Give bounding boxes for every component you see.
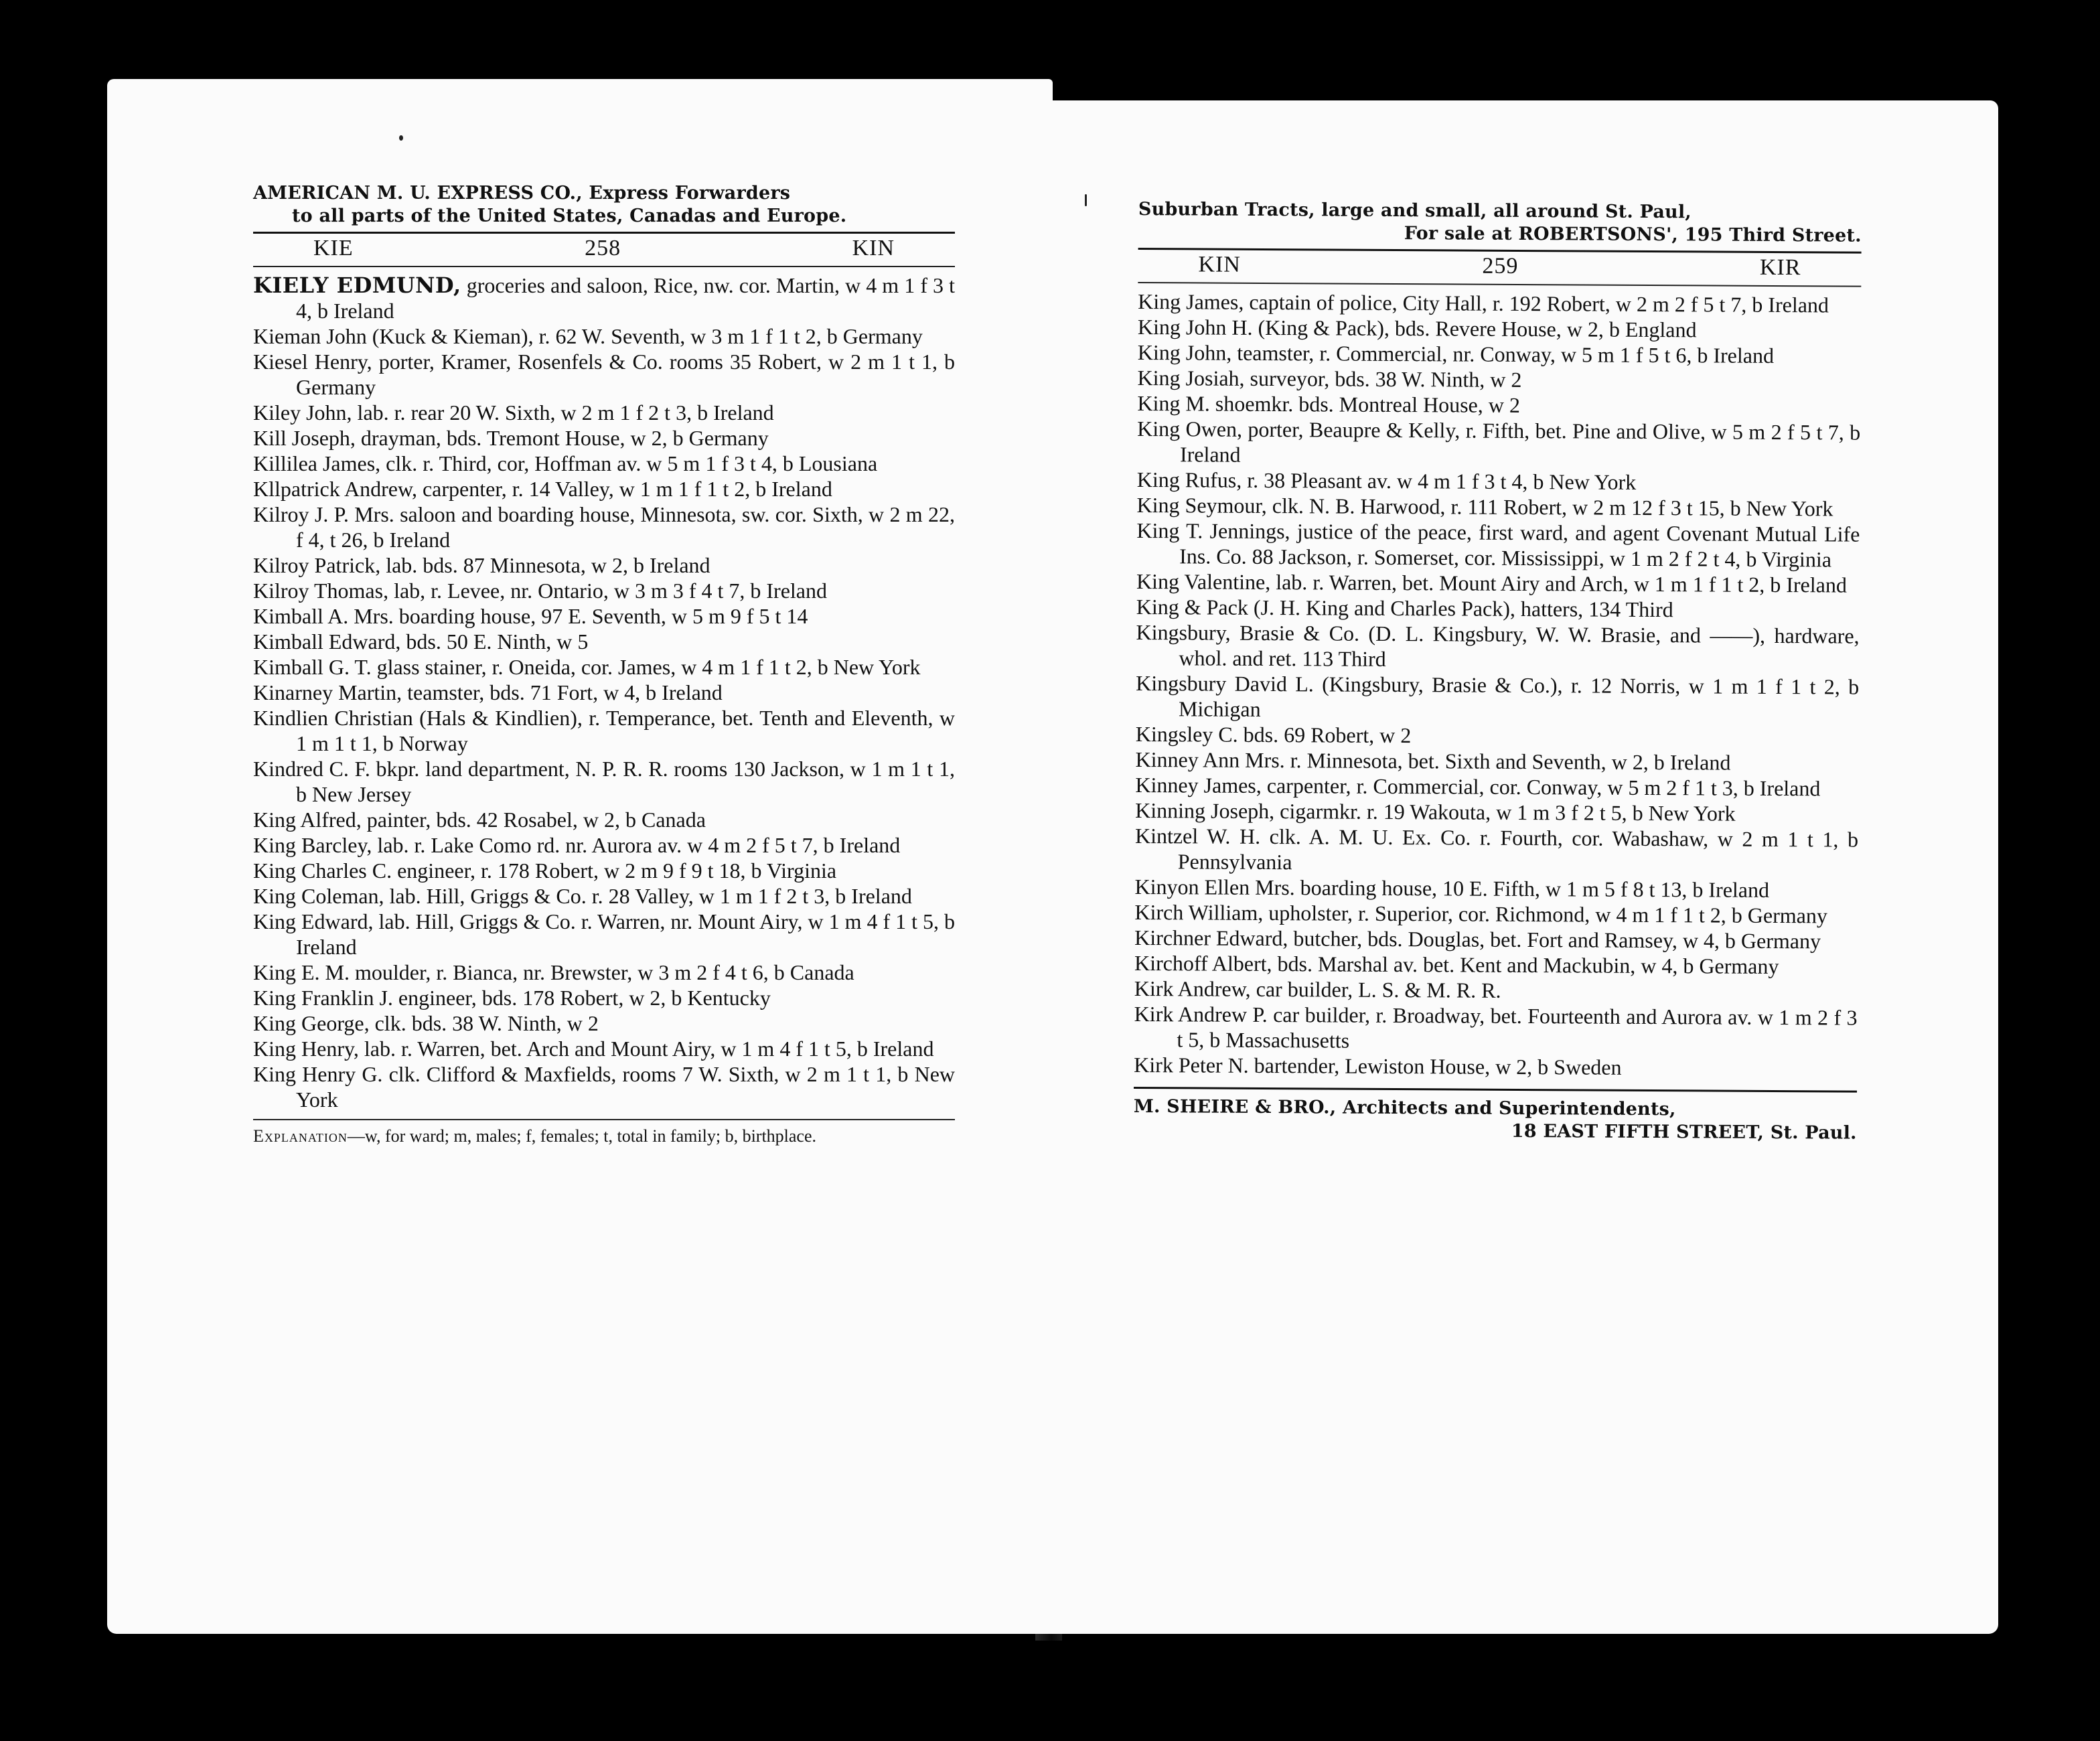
directory-entry: King E. M. moulder, r. Bianca, nr. Brewster, w 3 m 2 f 4 t 6, b Canada — [253, 960, 854, 984]
directory-entry: King & Pack (J. H. King and Charles Pack), hatters, 134 Third — [1136, 594, 1673, 622]
directory-entry: Kingsley C. bds. 69 Robert, w 2 — [1135, 721, 1412, 748]
directory-entry: Kill Joseph, drayman, bds. Tremont House, w 2, b Germany — [253, 426, 769, 450]
header-ad-line-1: Suburban Tracts, large and small, all around St. Paul, — [1138, 199, 1692, 223]
directory-entry: Kinney James, carpenter, r. Commercial, cor. Conway, w 5 m 2 f 1 t 3, b Ireland — [1135, 772, 1821, 801]
directory-entry: Kilroy Thomas, lab, r. Levee, nr. Ontario, w 3 m 3 f 4 t 7, b Ireland — [253, 579, 827, 603]
running-head-left: KIN — [1198, 252, 1242, 277]
directory-entry: Kinney Ann Mrs. r. Minnesota, bet. Sixth and Seventh, w 2, b Ireland — [1135, 747, 1731, 775]
directory-entry: Kirk Andrew P. car builder, r. Broadway, bet. Fourteenth and Aurora av. w 1 m 2 f 3 t 5, b Massachusetts — [1134, 1001, 1858, 1053]
directory-entry: King Henry G. clk. Clifford & Maxfields, rooms 7 W. Sixth, w 2 m 1 t 1, b New York — [253, 1062, 955, 1112]
footer-ad-line-2: 18 EAST FIFTH STREET, St. Paul. — [1511, 1120, 1857, 1144]
directory-entry: Kieman John (Kuck & Kieman), r. 62 W. Seventh, w 3 m 1 f 1 t 2, b Germany — [253, 324, 923, 348]
directory-entry: Kirk Andrew, car builder, L. S. & M. R. R. — [1134, 976, 1501, 1002]
directory-entry: King John, teamster, r. Commercial, nr. Conway, w 5 m 1 f 5 t 6, b Ireland — [1137, 339, 1775, 368]
directory-entry: Kirchner Edward, butcher, bds. Douglas, bet. Fort and Ramsey, w 4, b Germany — [1134, 925, 1821, 954]
directory-entry: Kingsbury, Brasie & Co. (D. L. Kingsbury, W. W. Brasie, and ——), hardware, whol. and ret. 113 Third — [1136, 619, 1860, 671]
header-advertisement — [253, 182, 955, 228]
directory-entry: Kirchoff Albert, bds. Marshal av. bet. Kent and Mackubin, w 4, b Germany — [1134, 950, 1779, 979]
running-head-rule — [253, 266, 955, 267]
directory-entry: Kindlien Christian (Hals & Kindlien), r. Temperance, bet. Tenth and Eleventh, w 1 m 1 t 1, b Norway — [253, 706, 955, 755]
footnote-label: Explanation — [253, 1126, 348, 1146]
directory-entry: Kindred C. F. bkpr. land department, N. P. R. R. rooms 130 Jackson, w 1 m 1 t 1, b New Jersey — [253, 757, 955, 806]
directory-entry: Kilroy Patrick, lab. bds. 87 Minnesota, w 2, b Ireland — [253, 553, 710, 577]
directory-entry: King Franklin J. engineer, bds. 178 Robert, w 2, b Kentucky — [253, 986, 771, 1010]
directory-entry: King Henry, lab. r. Warren, bet. Arch and Mount Airy, w 1 m 4 f 1 t 5, b Ireland — [253, 1037, 934, 1061]
directory-entry: Kirk Peter N. bartender, Lewiston House, w 2, b Sweden — [1134, 1052, 1622, 1079]
directory-entry: Kingsbury David L. (Kingsbury, Brasie & Co.), r. 12 Norris, w 1 m 1 f 1 t 2, b Michigan — [1136, 670, 1860, 721]
directory-entry: Kimball A. Mrs. boarding house, 97 E. Seventh, w 5 m 9 f 5 t 14 — [253, 604, 808, 628]
directory-entry: Kinyon Ellen Mrs. boarding house, 10 E. Fifth, w 1 m 5 f 8 t 13, b Ireland — [1134, 874, 1770, 902]
directory-entry: King T. Jennings, justice of the peace, first ward, and agent Covenant Mutual Life Ins. Co. 88 Jackson, r. Somerset, cor. Mississippi, w 1 m 2 f 2 t 4, b Virginia — [1136, 518, 1860, 572]
directory-entry: King George, clk. bds. 38 W. Ninth, w 2 — [253, 1011, 599, 1035]
directory-entries — [1134, 289, 1861, 1081]
left-page-content — [253, 182, 955, 1147]
page-number: 258 — [585, 236, 621, 260]
directory-entry: Kiesel Henry, porter, Kramer, Rosenfels & Co. rooms 35 Robert, w 2 m 1 t 1, b Germany — [253, 350, 955, 399]
running-head-left: KIE — [313, 236, 354, 260]
directory-entry: King Josiah, surveyor, bds. 38 W. Ninth, w 2 — [1137, 365, 1522, 392]
directory-entry: King Charles C. engineer, r. 178 Robert, w 2 m 9 f 9 t 18, b Virginia — [253, 858, 837, 883]
running-head-right: KIR — [1759, 254, 1801, 281]
running-head — [253, 234, 955, 262]
stray-ink-mark — [1085, 194, 1087, 206]
directory-entry: Killilea James, clk. r. Third, cor, Hoffman av. w 5 m 1 f 3 t 4, b Lousiana — [253, 451, 878, 475]
directory-entries — [253, 273, 955, 1112]
stray-ink-mark — [399, 135, 403, 141]
directory-entry: Kimball Edward, bds. 50 E. Ninth, w 5 — [253, 629, 589, 654]
directory-entry — [253, 273, 955, 323]
entry-text: groceries and saloon, Rice, nw. cor. Martin, w 4 m 1 f 3 t 4, b Ireland — [296, 273, 956, 323]
directory-entry: Kllpatrick Andrew, carpenter, r. 14 Valley, w 1 m 1 f 1 t 2, b Ireland — [253, 477, 832, 501]
header-ad-line-2: For sale at ROBERTSONS', 195 Third Street. — [1404, 223, 1862, 246]
directory-entry: King Alfred, painter, bds. 42 Rosabel, w 2, b Canada — [253, 808, 706, 832]
explanation-footnote — [253, 1119, 955, 1147]
directory-entry: Kinarney Martin, teamster, bds. 71 Fort, w 4, b Ireland — [253, 680, 723, 704]
directory-entry: Kilroy J. P. Mrs. saloon and boarding house, Minnesota, sw. cor. Sixth, w 2 m 22, f 4, t 26, b Ireland — [253, 502, 955, 552]
directory-entry: King M. shoemkr. bds. Montreal House, w 2 — [1137, 390, 1520, 417]
entry-name-bold: KIELY EDMUND, — [253, 273, 461, 298]
footer-ad-line-1: M. SHEIRE & BRO., Architects and Superintendents, — [1133, 1095, 1676, 1120]
header-ad-line-1: AMERICAN M. U. EXPRESS CO., Express Forwarders — [253, 183, 791, 204]
footer-advertisement — [1134, 1087, 1857, 1145]
directory-entry: King Seymour, clk. N. B. Harwood, r. 111 Robert, w 2 m 12 f 3 t 15, b New York — [1136, 492, 1833, 521]
directory-entry: Kinning Joseph, cigarmkr. r. 19 Wakouta, w 1 m 3 f 2 t 5, b New York — [1135, 798, 1736, 826]
directory-entry: Kiley John, lab. r. rear 20 W. Sixth, w 2 m 1 f 2 t 3, b Ireland — [253, 400, 774, 425]
directory-entry: King John H. (King & Pack), bds. Revere House, w 2, b England — [1137, 314, 1697, 342]
footnote-text: —w, for ward; m, males; f, females; t, total in family; b, birthplace. — [347, 1126, 817, 1146]
running-head-right: KIN — [852, 236, 895, 260]
header-advertisement — [1138, 198, 1862, 248]
directory-entry: King James, captain of police, City Hall, r. 192 Robert, w 2 m 2 f 5 t 7, b Ireland — [1138, 289, 1829, 317]
directory-entry: King Coleman, lab. Hill, Griggs & Co. r. 28 Valley, w 1 m 1 f 2 t 3, b Ireland — [253, 884, 912, 908]
right-page-content — [1134, 198, 1862, 1145]
directory-entry: King Edward, lab. Hill, Griggs & Co. r. Warren, nr. Mount Airy, w 1 m 4 f 1 t 5, b Ireland — [253, 909, 955, 959]
running-head-rule — [1138, 282, 1861, 287]
directory-entry: Kirch William, upholster, r. Superior, cor. Richmond, w 4 m 1 f 1 t 2, b Germany — [1134, 899, 1828, 928]
running-head — [1138, 250, 1861, 282]
directory-entry: King Barcley, lab. r. Lake Como rd. nr. Aurora av. w 4 m 2 f 5 t 7, b Ireland — [253, 833, 901, 857]
header-ad-line-2: to all parts of the United States, Canadas and Europe. — [292, 206, 847, 226]
directory-entry: Kintzel W. H. clk. A. M. U. Ex. Co. r. Fourth, cor. Wabashaw, w 2 m 1 t 1, b Pennsylvania — [1134, 823, 1859, 875]
page-number: 259 — [1482, 253, 1519, 279]
directory-entry: King Rufus, r. 38 Pleasant av. w 4 m 1 f 3 t 4, b New York — [1136, 467, 1637, 494]
directory-entry: King Owen, porter, Beaupre & Kelly, r. Fifth, bet. Pine and Olive, w 5 m 2 f 5 t 7, b Ireland — [1137, 416, 1861, 467]
directory-entry: Kimball G. T. glass stainer, r. Oneida, cor. James, w 4 m 1 f 1 t 2, b New York — [253, 655, 921, 679]
directory-entry: King Valentine, lab. r. Warren, bet. Mount Airy and Arch, w 1 m 1 f 1 t 2, b Ireland — [1136, 569, 1848, 597]
